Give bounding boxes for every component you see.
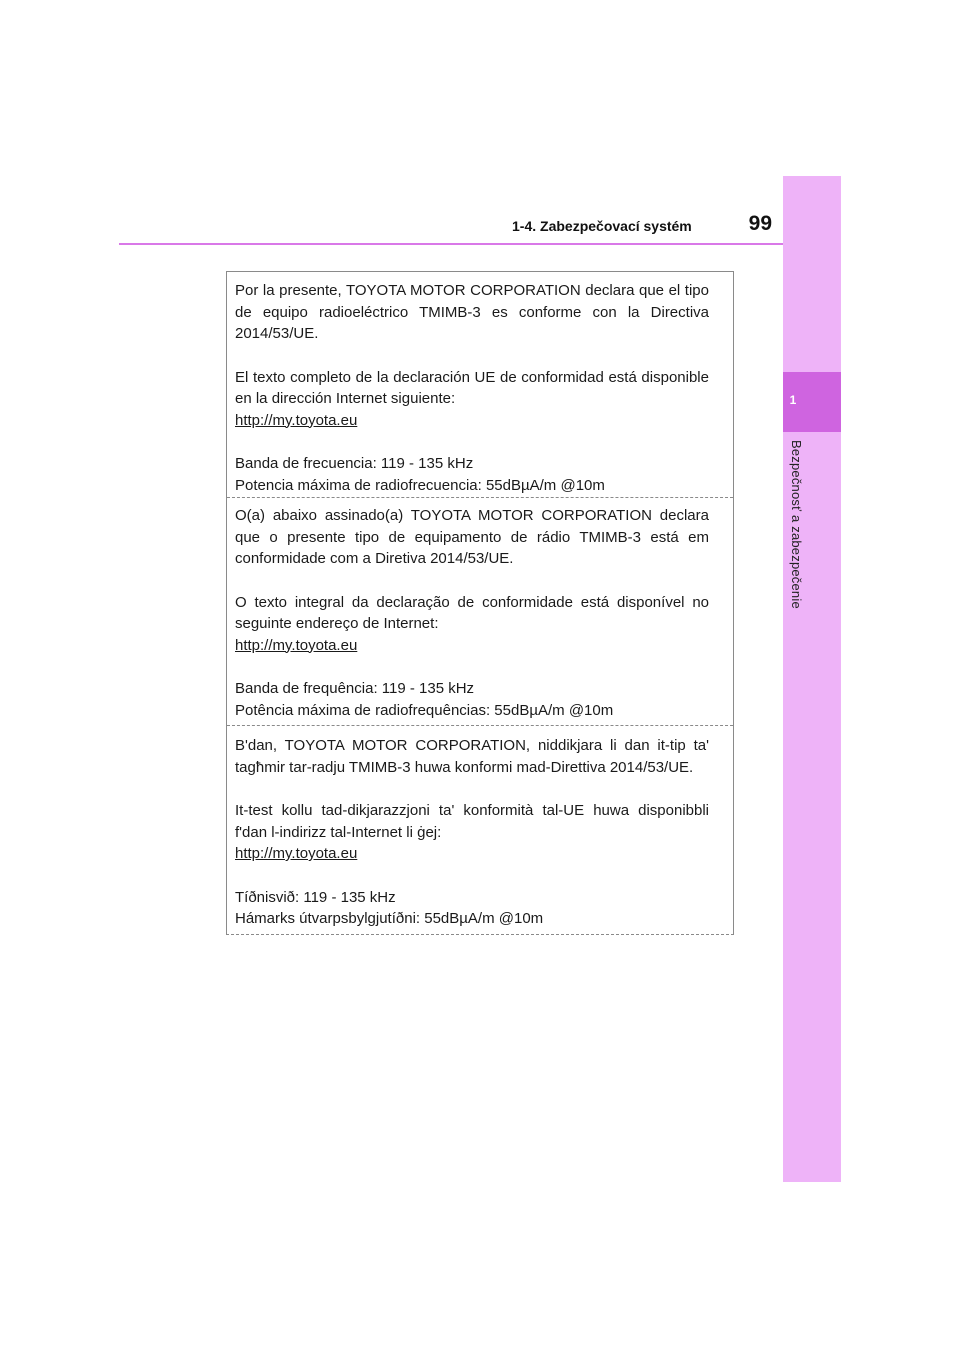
notice-section-maltese xyxy=(227,735,733,930)
declaration-url-link[interactable]: http://my.toyota.eu xyxy=(235,411,358,429)
declaration-text: Por la presente, TOYOTA MOTOR CORPORATION declara que el tipo de equipo radioeléctrico TMIMB-3 es conforme con la Directiva 2014/53/UE. xyxy=(235,282,709,342)
max-power-text: Potencia máxima de radiofrecuencia: 55dBµA/m @10m xyxy=(235,476,605,494)
availability-text: O texto integral da declaração de conformidade está disponível no seguinte endereço de Internet: xyxy=(235,593,709,632)
chapter-title: Bezpečnosť a zabezpečenie xyxy=(789,440,804,609)
declaration-url-link[interactable]: http://my.toyota.eu xyxy=(235,845,358,862)
declaration-url-link[interactable]: http://my.toyota.eu xyxy=(235,636,358,654)
frequency-band-text: Tíðnisvið: 119 - 135 kHz xyxy=(235,888,396,906)
declaration-text: O(a) abaixo assinado(a) TOYOTA MOTOR CORPORATION declara que o presente tipo de equipamento de rádio TMIMB-3 está em conformidade com a Diretiva 2014/53/UE. xyxy=(235,507,709,567)
availability-text: El texto completo de la declaración UE de conformidad está disponible en la dirección Internet siguiente: xyxy=(235,368,709,407)
section-divider xyxy=(227,497,733,498)
section-divider xyxy=(227,725,733,726)
declaration-text: B'dan, TOYOTA MOTOR CORPORATION, niddikjara li dan it-tip ta' tagħmir tar-radju TMIMB-3 huwa konformi mad-Direttiva 2014/53/UE. xyxy=(235,737,709,776)
max-power-text: Potência máxima de radiofrequências: 55dBµA/m @10m xyxy=(235,701,614,719)
notice-section-portuguese xyxy=(227,505,733,721)
availability-text: It-test kollu tad-dikjarazzjoni ta' konformità tal-UE huwa disponibbli f'dan l-indirizz tal-Internet li ġej: xyxy=(235,802,709,841)
chapter-side-tab xyxy=(783,176,841,1182)
notice-section-spanish xyxy=(227,280,733,496)
section-title: 1-4. Zabezpečovací systém xyxy=(512,218,692,234)
page-number: 99 xyxy=(748,212,772,235)
frequency-band-text: Banda de frecuencia: 119 - 135 kHz xyxy=(235,455,474,472)
header-rule xyxy=(119,243,783,245)
frequency-band-text: Banda de frequência: 119 - 135 kHz xyxy=(235,680,475,697)
max-power-text: Hámarks útvarpsbylgjutíðni: 55dBµA/m @10m xyxy=(235,910,544,927)
chapter-number: 1 xyxy=(789,393,797,407)
regulatory-notice-box xyxy=(226,271,734,935)
